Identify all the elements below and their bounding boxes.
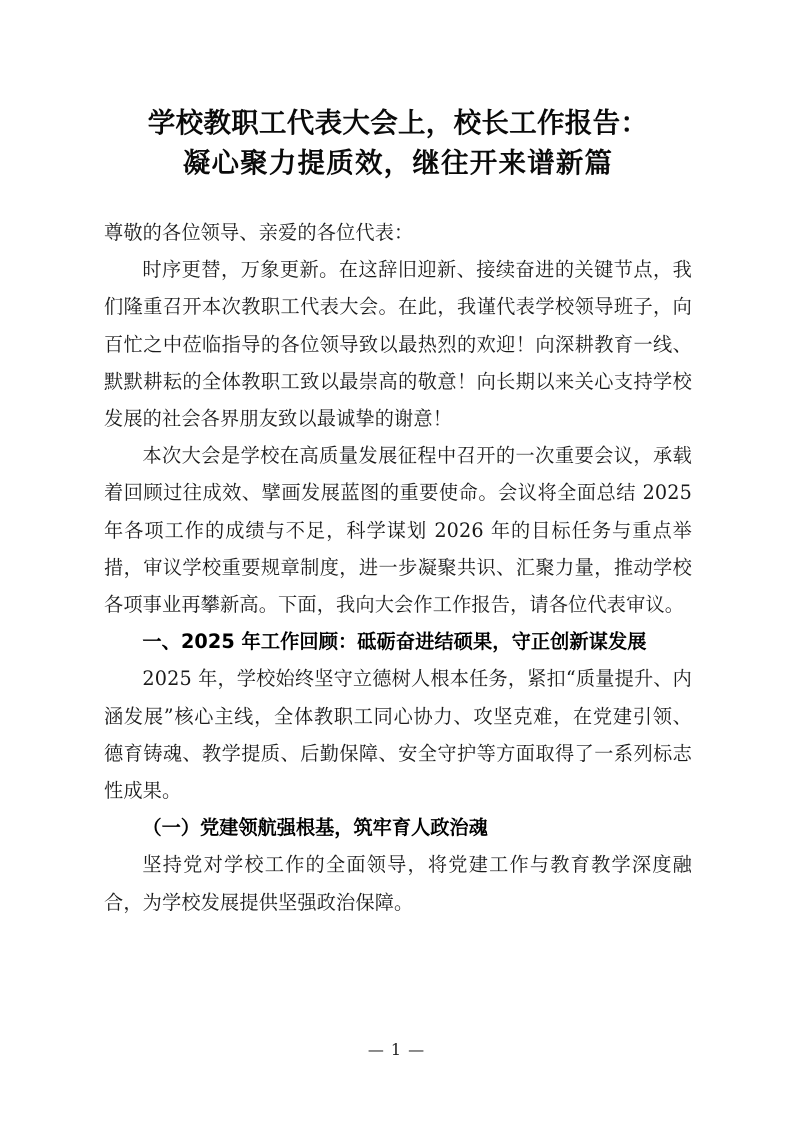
section-heading-1: 一、2025 年工作回顾：砥砺奋进结硕果，守正创新谋发展 [142,630,647,654]
document-body [104,0,692,921]
title-line-2: 凝心聚力提质效，继往开来谱新篇 [182,147,614,179]
page-footer [0,1040,793,1060]
paragraph-meeting-purpose: 本次大会是学校在高质量发展征程中召开的一次重要会议，承载着回顾过往成效、擘画发展蓝图的重要使命。会议将全面总结 2025 年各项工作的成绩与不足，科学谋划 2026 年的目标任务与重点举措，审议学校重要规章制度，进一步凝聚共识、汇聚力量，推动学校各项事业再攀新高。下面，我向大会作工作报告，请各位代表审议。 [104,444,692,617]
salutation-line: 尊敬的各位领导、亲爱的各位代表： [104,221,414,244]
title-line-1: 学校教职工代表大会上，校长工作报告： [147,107,649,139]
page-title [104,0,692,183]
paragraph-opening: 时序更替，万象更新。在这辞旧迎新、接续奋进的关键节点，我们隆重召开本次教职工代表大会。在此，我谨代表学校领导班子，向百忙之中莅临指导的各位领导致以最热烈的欢迎！向深耕教育一线、默默耕耘的全体教职工致以最崇高的敬意！向长期以来关心支持学校发展的社会各界朋友致以最诚挚的谢意！ [104,258,692,431]
paragraph-subsection-1-1: 坚持党对学校工作的全面领导，将党建工作与教育教学深度融合，为学校发展提供坚强政治保障。 [104,853,692,914]
page-number: — 1 — [367,1040,426,1059]
paragraph-section-1-intro: 2025 年，学校始终坚守立德树人根本任务，紧扣“质量提升、内涵发展”核心主线，全体教职工同心协力、攻坚克难，在党建引领、德育铸魂、教学提质、后勤保障、安全守护等方面取得了一系列标志性成果。 [104,667,692,803]
subsection-heading-1-1: （一）党建领航强根基，筑牢育人政治魂 [142,816,488,840]
